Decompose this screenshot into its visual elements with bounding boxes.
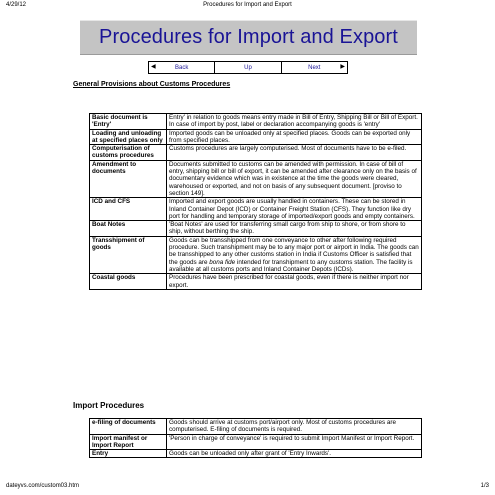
import-procedures-table	[89, 418, 422, 458]
arrow-left-icon: ◀	[151, 64, 156, 70]
term-cell: Transshipment of goods	[90, 236, 167, 273]
term-cell: Computerisation of customs procedures	[90, 145, 167, 161]
term-cell: Entry	[90, 450, 167, 458]
desc-cell: 'Person in charge of conveyance' is required to submit Import Manifest or Import Report.	[167, 434, 422, 450]
desc-cell: 'Boat Notes' are used for transferring small cargo from ship to shore, or from shore to ship, without berthing the ship.	[167, 221, 422, 237]
term-cell: Import manifest or Import Report	[90, 434, 167, 450]
term-cell: Boat Notes	[90, 221, 167, 237]
general-provisions-heading: General Provisions about Customs Procedures	[73, 81, 231, 88]
next-label: Next	[308, 64, 321, 71]
term-cell: Basic document is 'Entry'	[90, 114, 167, 130]
import-procedures-heading: Import Procedures	[73, 401, 145, 410]
table-row	[90, 129, 422, 145]
term-cell: Loading and unloading at specified places only	[90, 129, 167, 145]
desc-cell: Entry' in relation to goods means entry made in Bill of Entry, Shipping Bill or Bill of Export. In case of import by post, label or declaration accompanying goods is 'entry'	[167, 114, 422, 130]
print-date: 4/29/12	[6, 2, 27, 8]
next-button[interactable]	[282, 62, 347, 73]
table-row	[90, 236, 422, 273]
table-row	[90, 274, 422, 290]
desc-cell: Imported and export goods are usually handled in containers. These can be stored in Inland Container Depot (ICD) or Container Freight Station (CFS). They function like dry port for handling and temporary storage of imported/export goods and empty containers.	[167, 198, 422, 221]
nav-bar	[148, 61, 348, 74]
table-row	[90, 114, 422, 130]
title-banner	[80, 20, 417, 55]
desc-cell: Documents submitted to customs can be amended with permission. In case of bill of entry, shipping bill or bill of export, it can be amended after clearance only on the basis of documentary evidence which was in existence at the time the goods were cleared, warehoused or exported, and not on basis of any subsequent document. [proviso to section 149].	[167, 160, 422, 197]
desc-cell: Procedures have been prescribed for coastal goods, even if there is neither import nor export.	[167, 274, 422, 290]
desc-cell: Goods can be unloaded only after grant of 'Entry Inwards'.	[167, 450, 422, 458]
desc-text: Goods can be transshipped from one conveyance to other after following required procedure. Such transhipment may be to any major port or airport in India. The goods can be transshipped to any other customs station in India if Customs Officer is satisfied that the goods are	[169, 236, 419, 266]
term-cell: e-filing of documents	[90, 419, 167, 435]
print-footer	[4, 483, 491, 493]
table-row	[90, 221, 422, 237]
arrow-right-icon: ▶	[340, 64, 345, 70]
table-row	[90, 434, 422, 450]
back-button[interactable]	[149, 62, 215, 73]
table-row	[90, 145, 422, 161]
desc-italic-text: bona fide	[209, 258, 236, 266]
up-label: Up	[244, 64, 252, 71]
desc-text: intended for transhipment to any customs station. The facility is available at all customs ports and Inland Container Depots (ICDs).	[169, 258, 413, 273]
table-row	[90, 198, 422, 221]
table-row	[90, 419, 422, 435]
term-cell: Amendment to documents	[90, 160, 167, 197]
print-title: Procedures for Import and Export	[203, 2, 292, 8]
up-button[interactable]	[215, 62, 281, 73]
term-cell: Coastal goods	[90, 274, 167, 290]
print-url: dateyvs.com/custom03.htm	[6, 483, 80, 489]
desc-cell: Goods should arrive at customs port/airport only. Most of customs procedures are computerised. E-filing of documents is required.	[167, 419, 422, 435]
back-label: Back	[174, 64, 189, 71]
print-header	[4, 2, 491, 12]
desc-cell	[167, 236, 422, 273]
print-page-number: 1/3	[480, 483, 489, 489]
table-row	[90, 450, 422, 458]
page-title: Procedures for Import and Export	[99, 26, 398, 48]
desc-cell: Imported goods can be unloaded only at specified places. Goods can be exported only from specified places.	[167, 129, 422, 145]
general-provisions-table	[89, 113, 422, 290]
term-cell: ICD and CFS	[90, 198, 167, 221]
desc-cell: Customs procedures are largely computerised. Most of documents have to be e-filed.	[167, 145, 422, 161]
table-row	[90, 160, 422, 197]
